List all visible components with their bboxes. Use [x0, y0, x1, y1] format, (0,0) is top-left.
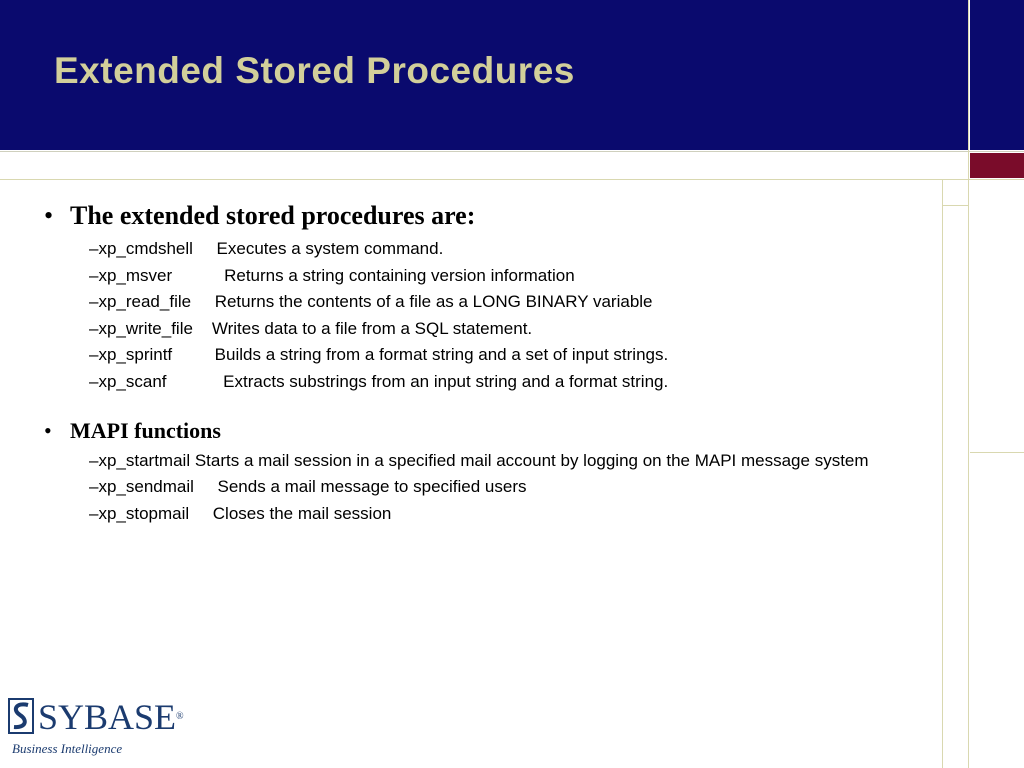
slide-body: [0, 196, 930, 527]
list-item: –xp_msver Returns a string containing version information: [89, 265, 575, 285]
accent-block: [970, 153, 1024, 178]
list-item: –xp_stopmail Closes the mail session: [89, 503, 392, 523]
bullet-icon: •: [44, 418, 52, 443]
list-item: –xp_cmdshell Executes a system command.: [89, 239, 444, 258]
section-heading: MAPI functions: [70, 418, 221, 443]
list-item: –xp_sendmail Sends a mail message to specified users: [89, 477, 527, 496]
sybase-logo-mark-icon: [8, 698, 34, 734]
list-item: –xp_scanf Extracts substrings from an input string and a format string.: [89, 371, 669, 391]
bullet-heading-extended: [0, 196, 930, 236]
right-column-rule: [970, 452, 1024, 453]
margin-box-rule: [942, 205, 969, 206]
slide-title: Extended Stored Procedures: [54, 50, 575, 91]
list-item: –xp_write_file Writes data to a file from a SQL statement.: [89, 318, 533, 338]
header-corner-block: [970, 0, 1024, 150]
list-item: –xp_startmail Starts a mail session in a specified mail account by logging on the MAPI message system: [89, 451, 869, 470]
section-heading: The extended stored procedures are:: [70, 201, 476, 230]
top-rule-line: [0, 151, 1024, 152]
bullet-icon: •: [44, 201, 54, 230]
title-bar: [0, 0, 968, 150]
bullet-heading-mapi: [0, 415, 930, 447]
list-item: –xp_read_file Returns the contents of a file as a LONG BINARY variable: [89, 292, 653, 311]
right-margin-line-2: [968, 0, 969, 768]
sybase-logo: [8, 695, 184, 760]
list-item: –xp_sprintf Builds a string from a format string and a set of input strings.: [89, 345, 669, 364]
logo-tagline: Business Intelligence: [12, 741, 123, 756]
right-margin-line-1: [942, 179, 943, 768]
content-top-rule: [0, 179, 1024, 180]
logo-wordmark: SYBASE®: [38, 697, 184, 737]
